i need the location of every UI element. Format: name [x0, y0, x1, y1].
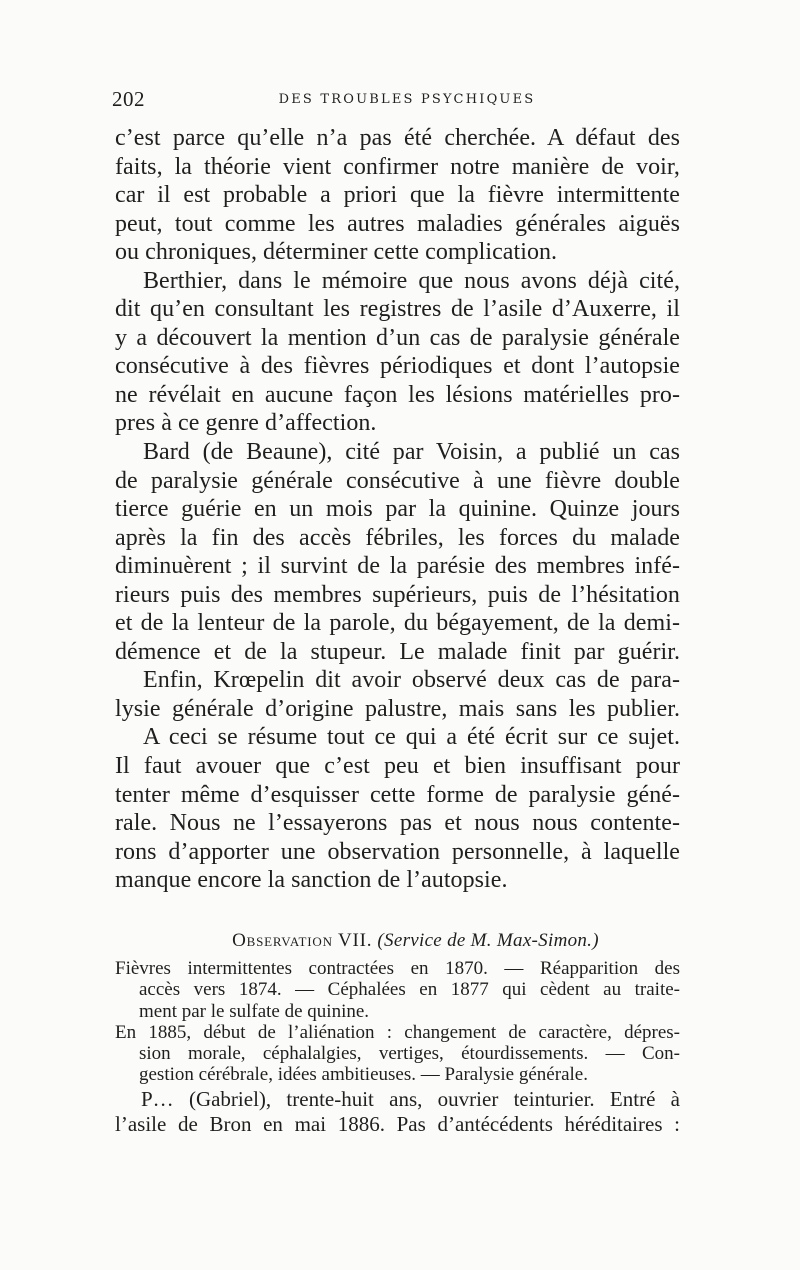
summary-line: ment par le sulfate de quinine. — [139, 1000, 370, 1022]
text-line: rieurs puis des membres supérieurs, puis de l’hésitation — [115, 581, 680, 608]
text-line: Enfin, Krœpelin dit avoir observé deux cas de para- — [143, 667, 680, 694]
text-line: rale. Nous ne l’essayerons pas et nous nous contente- — [115, 810, 680, 837]
text-line: c’est parce qu’elle n’a pas été cherchée. A défaut des — [115, 125, 680, 151]
text-line: et de la lenteur de la parole, du bégayement, de la demi- — [115, 610, 680, 637]
text-line: l’asile de Bron en mai 1886. Pas d’antécédents héréditaires : — [115, 1112, 680, 1136]
observation-label: Observation VII. — [232, 930, 373, 951]
text-line: tenter même d’esquisser cette forme de paralysie géné- — [115, 781, 680, 808]
text-line: dit qu’en consultant les registres de l’asile d’Auxerre, il — [115, 296, 680, 323]
text-line: diminuèrent ; il survint de la parésie des membres infé- — [115, 553, 680, 580]
summary-line: En 1885, début de l’aliénation : changement de caractère, dépres- — [115, 1021, 680, 1043]
summary-line: accès vers 1874. — Céphalées en 1877 qui cèdent au traite- — [139, 979, 680, 1001]
text-line: P… (Gabriel), trente-huit ans, ouvrier teinturier. Entré à — [141, 1087, 680, 1111]
text-line: Berthier, dans le mémoire que nous avons déjà cité, — [143, 267, 680, 294]
page-header — [112, 87, 682, 117]
text-line: faits, la théorie vient confirmer notre manière de voir, — [115, 153, 680, 180]
summary-line: Fièvres intermittentes contractées en 1870. — Réapparition des — [115, 958, 680, 979]
text-line: y a découvert la mention d’un cas de paralysie générale — [115, 324, 680, 351]
text-line: après la fin des accès fébriles, les forces du malade — [115, 524, 680, 551]
summary-line: gestion cérébrale, idées ambitieuses. — Paralysie générale. — [139, 1064, 588, 1086]
page-number: 202 — [112, 87, 145, 111]
observation-text — [115, 1087, 680, 1137]
text-line: ne révélait en aucune façon les lésions matérielles pro- — [115, 381, 680, 408]
text-line: lysie générale d’origine palustre, mais sans les publier. — [115, 695, 680, 722]
text-line: de paralysie générale consécutive à une fièvre double — [115, 467, 680, 494]
body-text — [115, 124, 680, 895]
text-line: Bard (de Beaune), cité par Voisin, a publié un cas — [143, 439, 680, 466]
text-line: pres à ce genre d’affection. — [115, 410, 377, 437]
text-line: démence et de la stupeur. Le malade finit par guérir. — [115, 638, 680, 665]
text-line: ou chroniques, déterminer cette complication. — [115, 239, 558, 266]
text-line: car il est probable a priori que la fièvre intermittente — [115, 182, 680, 209]
text-line: A ceci se résume tout ce qui a été écrit sur ce sujet. — [143, 724, 680, 751]
running-title: DES TROUBLES PSYCHIQUES — [278, 92, 536, 107]
text-line: tierce guérie en un mois par la quinine. Quinze jours — [115, 496, 680, 523]
observation-summary — [115, 958, 680, 1086]
observation-service: (Service de M. Max-Simon.) — [377, 930, 599, 951]
text-line: Il faut avouer que c’est peu et bien insuffisant pour — [115, 753, 680, 780]
text-line: rons d’apporter une observation personnelle, à laquelle — [115, 838, 680, 865]
text-line: peut, tout comme les autres maladies générales aiguës — [115, 210, 680, 237]
summary-line: sion morale, céphalalgies, vertiges, étourdissements. — Con- — [139, 1043, 680, 1065]
text-line: consécutive à des fièvres périodiques et dont l’autopsie — [115, 353, 680, 380]
text-line: manque encore la sanction de l’autopsie. — [115, 867, 508, 894]
observation-heading — [115, 930, 698, 952]
